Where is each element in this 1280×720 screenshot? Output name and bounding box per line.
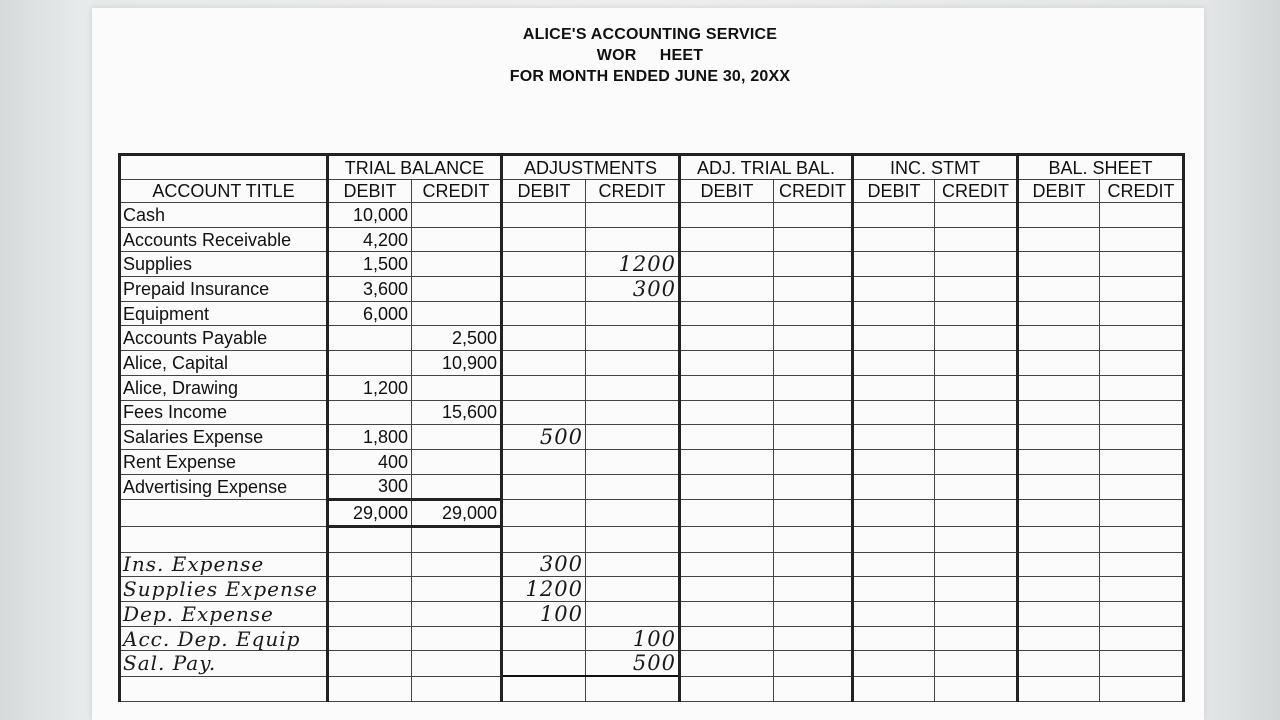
tb-debit-cell: 400 [328, 449, 412, 474]
atb-credit-cell [774, 252, 853, 277]
bs-credit-cell [1100, 351, 1184, 376]
atb-credit-cell [774, 602, 853, 627]
is-credit-cell [935, 252, 1018, 277]
atb-credit-header: CREDIT [774, 180, 853, 203]
account-title-cell [120, 526, 328, 552]
atb-debit-cell [680, 474, 774, 500]
adj-debit-cell [502, 252, 586, 277]
is-credit-cell [935, 425, 1018, 450]
adj-credit-cell [586, 425, 680, 450]
tb-debit-cell [328, 351, 412, 376]
is-debit-cell [853, 375, 935, 400]
adj-debit-cell: 500 [502, 425, 586, 450]
is-debit-cell [853, 500, 935, 527]
period-line: FOR MONTH ENDED JUNE 30, 20XX [509, 68, 791, 85]
bs-debit-cell [1018, 500, 1100, 527]
atb-credit-cell [774, 500, 853, 527]
tb-credit-cell [412, 552, 502, 577]
adj-credit-cell: 100 [586, 626, 680, 651]
atb-debit-cell [680, 351, 774, 376]
tb-debit-cell: 3,600 [328, 277, 412, 302]
tb-debit-cell [328, 400, 412, 425]
atb-debit-cell [680, 301, 774, 326]
adj-credit-cell [586, 474, 680, 500]
is-credit-cell [935, 351, 1018, 376]
bs-debit-cell [1018, 626, 1100, 651]
atb-debit-cell [680, 326, 774, 351]
bs-debit-cell [1018, 425, 1100, 450]
bs-credit-cell [1100, 375, 1184, 400]
atb-credit-cell [774, 351, 853, 376]
bs-credit-header: CREDIT [1100, 180, 1184, 203]
atb-debit-cell [680, 526, 774, 552]
atb-credit-cell [774, 425, 853, 450]
atb-credit-cell [774, 375, 853, 400]
adj-credit-cell [586, 676, 680, 701]
adj-credit-cell [586, 227, 680, 252]
account-title-cell: Prepaid Insurance [120, 277, 328, 302]
tb-debit-cell [328, 526, 412, 552]
tb-credit-cell [412, 301, 502, 326]
bs-debit-cell [1018, 400, 1100, 425]
bs-credit-cell [1100, 252, 1184, 277]
adj-credit-cell [586, 602, 680, 627]
atb-credit-cell [774, 474, 853, 500]
account-title-cell [120, 676, 328, 701]
adj-credit-cell [586, 203, 680, 228]
tb-debit-cell: 6,000 [328, 301, 412, 326]
account-row [120, 277, 1184, 302]
tb-debit-header: DEBIT [328, 180, 412, 203]
bs-debit-cell [1018, 277, 1100, 302]
is-debit-cell [853, 626, 935, 651]
adj-debit-cell [502, 500, 586, 527]
account-row [120, 425, 1184, 450]
adj-debit-cell [502, 474, 586, 500]
account-title-cell: Equipment [120, 301, 328, 326]
tb-debit-cell [328, 651, 412, 676]
is-debit-header: DEBIT [853, 180, 935, 203]
adj-credit-cell: 300 [586, 277, 680, 302]
is-debit-cell [853, 526, 935, 552]
bs-debit-header: DEBIT [1018, 180, 1100, 203]
account-title-cell: Alice, Drawing [120, 375, 328, 400]
atb-credit-cell [774, 326, 853, 351]
bs-credit-cell [1100, 301, 1184, 326]
account-title-cell: Alice, Capital [120, 351, 328, 376]
is-debit-cell [853, 449, 935, 474]
atb-credit-cell [774, 526, 853, 552]
bs-credit-cell [1100, 203, 1184, 228]
atb-debit-cell [680, 552, 774, 577]
account-row [120, 252, 1184, 277]
atb-credit-cell [774, 227, 853, 252]
tb-credit-cell [412, 277, 502, 302]
adj-debit-cell: 300 [502, 552, 586, 577]
handwritten-account-row [120, 602, 1184, 627]
tb-credit-cell [412, 252, 502, 277]
is-debit-cell [853, 577, 935, 602]
atb-credit-cell [774, 400, 853, 425]
is-credit-cell [935, 526, 1018, 552]
bs-debit-cell [1018, 301, 1100, 326]
is-debit-cell [853, 252, 935, 277]
tb-credit-cell: 10,900 [412, 351, 502, 376]
adj-credit-cell [586, 301, 680, 326]
tb-debit-cell [328, 552, 412, 577]
is-credit-cell [935, 375, 1018, 400]
is-credit-cell [935, 500, 1018, 527]
bs-credit-cell [1100, 277, 1184, 302]
tb-credit-cell: 2,500 [412, 326, 502, 351]
bs-debit-cell [1018, 326, 1100, 351]
bs-debit-cell [1018, 252, 1100, 277]
is-credit-cell [935, 676, 1018, 701]
tb-debit-cell [328, 577, 412, 602]
tb-debit-cell: 4,200 [328, 227, 412, 252]
atb-credit-cell [774, 277, 853, 302]
is-debit-cell [853, 400, 935, 425]
bs-credit-cell [1100, 400, 1184, 425]
bs-credit-cell [1100, 326, 1184, 351]
atb-debit-cell [680, 252, 774, 277]
atb-credit-cell [774, 676, 853, 701]
atb-debit-cell [680, 375, 774, 400]
adj-credit-cell [586, 449, 680, 474]
company-name: ALICE'S ACCOUNTING SERVICE [522, 26, 778, 43]
tb-credit-cell [412, 651, 502, 676]
adj-debit-header: DEBIT [502, 180, 586, 203]
account-title-cell: Accounts Receivable [120, 227, 328, 252]
is-credit-cell [935, 400, 1018, 425]
bs-debit-cell [1018, 552, 1100, 577]
is-debit-cell [853, 474, 935, 500]
tb-credit-cell [412, 375, 502, 400]
tb-debit-cell: 1,200 [328, 375, 412, 400]
is-debit-cell [853, 277, 935, 302]
group-adjustments: ADJUSTMENTS [502, 155, 680, 180]
column-group-row [120, 155, 1184, 180]
account-title-cell: Supplies Expense [120, 577, 328, 602]
is-debit-cell [853, 203, 935, 228]
atb-debit-cell [680, 500, 774, 527]
tb-debit-cell [328, 626, 412, 651]
atb-debit-cell [680, 651, 774, 676]
adj-debit-cell [502, 375, 586, 400]
is-credit-cell [935, 277, 1018, 302]
adj-credit-cell: 1200 [586, 252, 680, 277]
atb-debit-cell [680, 425, 774, 450]
is-debit-cell [853, 301, 935, 326]
atb-credit-cell [774, 577, 853, 602]
adj-debit-cell [502, 351, 586, 376]
adj-credit-cell [586, 526, 680, 552]
bs-debit-cell [1018, 676, 1100, 701]
bs-debit-cell [1018, 577, 1100, 602]
bs-credit-cell [1100, 602, 1184, 627]
tb-debit-cell [328, 602, 412, 627]
adj-debit-cell [502, 651, 586, 676]
account-row [120, 227, 1184, 252]
account-title-cell: Accounts Payable [120, 326, 328, 351]
atb-debit-cell [680, 227, 774, 252]
bs-credit-cell [1100, 651, 1184, 676]
bs-debit-cell [1018, 651, 1100, 676]
bs-credit-cell [1100, 474, 1184, 500]
is-credit-cell [935, 203, 1018, 228]
account-row [120, 301, 1184, 326]
tb-credit-cell [412, 227, 502, 252]
worksheet-title: WOR HEET [596, 47, 704, 64]
group-balance-sheet: BAL. SHEET [1018, 155, 1184, 180]
account-row [120, 474, 1184, 500]
tb-credit-cell: 29,000 [412, 500, 502, 527]
bs-credit-cell [1100, 449, 1184, 474]
is-debit-cell [853, 326, 935, 351]
is-debit-cell [853, 425, 935, 450]
bs-debit-cell [1018, 227, 1100, 252]
account-title-cell [120, 500, 328, 527]
atb-credit-cell [774, 552, 853, 577]
atb-credit-cell [774, 449, 853, 474]
atb-debit-header: DEBIT [680, 180, 774, 203]
adj-credit-cell [586, 400, 680, 425]
account-title-cell: Cash [120, 203, 328, 228]
adj-debit-cell: 1200 [502, 577, 586, 602]
tb-debit-cell: 1,800 [328, 425, 412, 450]
atb-debit-cell [680, 626, 774, 651]
atb-credit-cell [774, 301, 853, 326]
adj-debit-cell [502, 227, 586, 252]
is-credit-cell [935, 301, 1018, 326]
atb-debit-cell [680, 676, 774, 701]
account-row [120, 400, 1184, 425]
adj-credit-cell [586, 375, 680, 400]
tb-credit-cell [412, 474, 502, 500]
atb-debit-cell [680, 602, 774, 627]
atb-credit-cell [774, 203, 853, 228]
atb-credit-cell [774, 626, 853, 651]
account-row [120, 375, 1184, 400]
bs-credit-cell [1100, 676, 1184, 701]
group-adjusted-trial-balance: ADJ. TRIAL BAL. [680, 155, 853, 180]
is-credit-header: CREDIT [935, 180, 1018, 203]
adj-credit-header: CREDIT [586, 180, 680, 203]
tb-debit-cell: 300 [328, 474, 412, 500]
adj-credit-cell: 500 [586, 651, 680, 676]
is-credit-cell [935, 326, 1018, 351]
bs-debit-cell [1018, 474, 1100, 500]
adj-credit-cell [586, 577, 680, 602]
is-credit-cell [935, 651, 1018, 676]
adj-credit-cell [586, 326, 680, 351]
group-income-statement: INC. STMT [853, 155, 1018, 180]
adj-debit-cell [502, 626, 586, 651]
group-trial-balance: TRIAL BALANCE [328, 155, 502, 180]
is-debit-cell [853, 552, 935, 577]
adj-credit-cell [586, 500, 680, 527]
account-title-cell: Sal. Pay. [120, 651, 328, 676]
is-credit-cell [935, 552, 1018, 577]
adj-credit-cell [586, 351, 680, 376]
atb-credit-cell [774, 651, 853, 676]
tb-debit-cell [328, 676, 412, 701]
bs-debit-cell [1018, 375, 1100, 400]
tb-credit-cell [412, 626, 502, 651]
account-title-cell: Rent Expense [120, 449, 328, 474]
atb-debit-cell [680, 203, 774, 228]
tb-credit-cell [412, 526, 502, 552]
is-credit-cell [935, 474, 1018, 500]
adj-debit-cell [502, 301, 586, 326]
account-row [120, 326, 1184, 351]
adj-debit-cell [502, 277, 586, 302]
is-credit-cell [935, 602, 1018, 627]
handwritten-account-row [120, 626, 1184, 651]
handwritten-account-row [120, 651, 1184, 676]
tb-credit-cell [412, 203, 502, 228]
tb-credit-cell [412, 676, 502, 701]
tb-debit-cell: 29,000 [328, 500, 412, 527]
is-credit-cell [935, 227, 1018, 252]
adj-debit-cell [502, 400, 586, 425]
adj-debit-cell [502, 526, 586, 552]
handwritten-account-row [120, 577, 1184, 602]
blank-row [120, 526, 1184, 552]
account-title-cell: Salaries Expense [120, 425, 328, 450]
account-title-cell: Supplies [120, 252, 328, 277]
tb-credit-header: CREDIT [412, 180, 502, 203]
account-row [120, 351, 1184, 376]
blank-row [120, 676, 1184, 701]
tb-debit-cell: 10,000 [328, 203, 412, 228]
adj-debit-cell: 100 [502, 602, 586, 627]
adj-debit-cell [502, 203, 586, 228]
bs-debit-cell [1018, 449, 1100, 474]
is-debit-cell [853, 351, 935, 376]
handwritten-account-row [120, 552, 1184, 577]
is-credit-cell [935, 626, 1018, 651]
is-debit-cell [853, 676, 935, 701]
bs-credit-cell [1100, 227, 1184, 252]
bs-credit-cell [1100, 552, 1184, 577]
tb-debit-cell: 1,500 [328, 252, 412, 277]
account-title-cell: Dep. Expense [120, 602, 328, 627]
account-title-cell: Acc. Dep. Equip [120, 626, 328, 651]
account-title-header: ACCOUNT TITLE [120, 180, 328, 203]
totals-row [120, 500, 1184, 527]
bs-credit-cell [1100, 626, 1184, 651]
worksheet-table [118, 153, 1185, 702]
adj-debit-cell [502, 676, 586, 701]
tb-credit-cell [412, 602, 502, 627]
bs-credit-cell [1100, 500, 1184, 527]
bs-credit-cell [1100, 526, 1184, 552]
bs-credit-cell [1100, 577, 1184, 602]
account-title-cell: Advertising Expense [120, 474, 328, 500]
column-header-row [120, 180, 1184, 203]
blank-header-cell [120, 155, 328, 180]
atb-debit-cell [680, 400, 774, 425]
atb-debit-cell [680, 577, 774, 602]
adj-debit-cell [502, 449, 586, 474]
is-debit-cell [853, 602, 935, 627]
atb-debit-cell [680, 277, 774, 302]
bs-debit-cell [1018, 203, 1100, 228]
tb-credit-cell [412, 577, 502, 602]
tb-credit-cell: 15,600 [412, 400, 502, 425]
is-debit-cell [853, 227, 935, 252]
bs-debit-cell [1018, 602, 1100, 627]
account-row [120, 203, 1184, 228]
is-debit-cell [853, 651, 935, 676]
bs-debit-cell [1018, 526, 1100, 552]
account-title-cell: Fees Income [120, 400, 328, 425]
account-row [120, 449, 1184, 474]
atb-debit-cell [680, 449, 774, 474]
tb-debit-cell [328, 326, 412, 351]
tb-credit-cell [412, 425, 502, 450]
bs-debit-cell [1018, 351, 1100, 376]
adj-credit-cell [586, 552, 680, 577]
bs-credit-cell [1100, 425, 1184, 450]
account-title-cell: Ins. Expense [120, 552, 328, 577]
adj-debit-cell [502, 326, 586, 351]
is-credit-cell [935, 449, 1018, 474]
tb-credit-cell [412, 449, 502, 474]
is-credit-cell [935, 577, 1018, 602]
